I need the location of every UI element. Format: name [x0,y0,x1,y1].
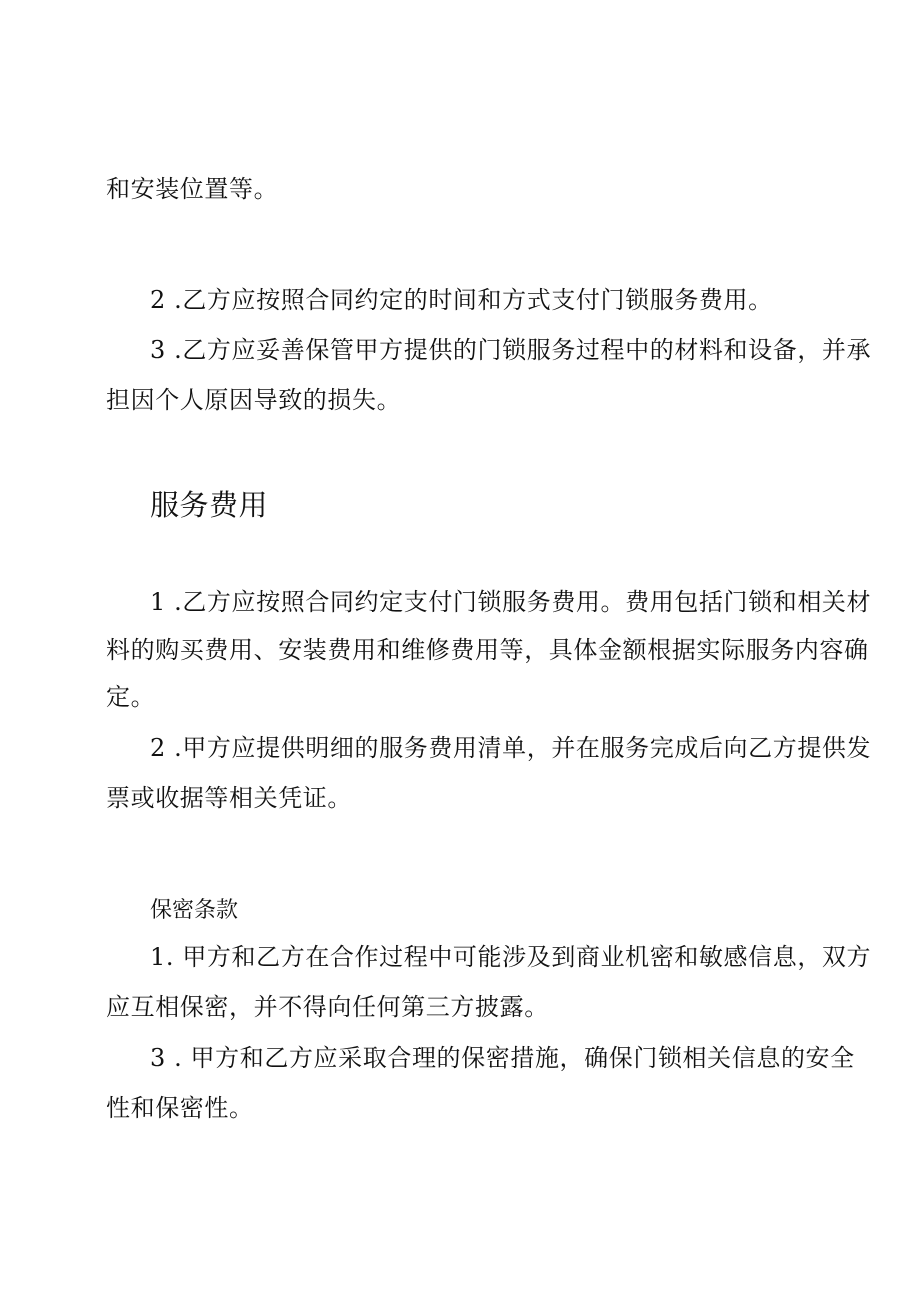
confidentiality-item-3-line-1: 3 . 甲方和乙方应采取合理的保密措施，确保门锁相关信息的安全 [150,1044,855,1072]
confidentiality-item-1-line-2: 应互相保密，并不得向任何第三方披露。 [106,993,549,1021]
section-heading-service-fees: 服务费用 [150,488,269,522]
fee-item-2-line-2: 票或收据等相关凭证。 [106,784,352,812]
obligation-tail-line: 和安装位置等。 [106,175,279,203]
confidentiality-item-1-line-1: 1. 甲方和乙方在合作过程中可能涉及到商业机密和敏感信息，双方 [150,943,872,971]
fee-item-1-line-2: 料的购买费用、安装费用和维修费用等，具体金额根据实际服务内容确 [106,636,869,664]
fee-item-1-line-1: 1 .乙方应按照合同约定支付门锁服务费用。费用包括门锁和相关材 [150,588,872,616]
section-heading-confidentiality: 保密条款 [150,898,239,923]
obligation-item-3-line-1: 3 .乙方应妥善保管甲方提供的门锁服务过程中的材料和设备，并承 [150,336,872,364]
obligation-item-3-line-2: 担因个人原因导致的损失。 [106,386,402,414]
obligation-item-2: 2 .乙方应按照合同约定的时间和方式支付门锁服务费用。 [150,286,773,314]
fee-item-1-line-3: 定。 [106,683,156,711]
confidentiality-item-3-line-2: 性和保密性。 [106,1094,254,1122]
fee-item-2-line-1: 2 .甲方应提供明细的服务费用清单，并在服务完成后向乙方提供发 [150,734,872,762]
